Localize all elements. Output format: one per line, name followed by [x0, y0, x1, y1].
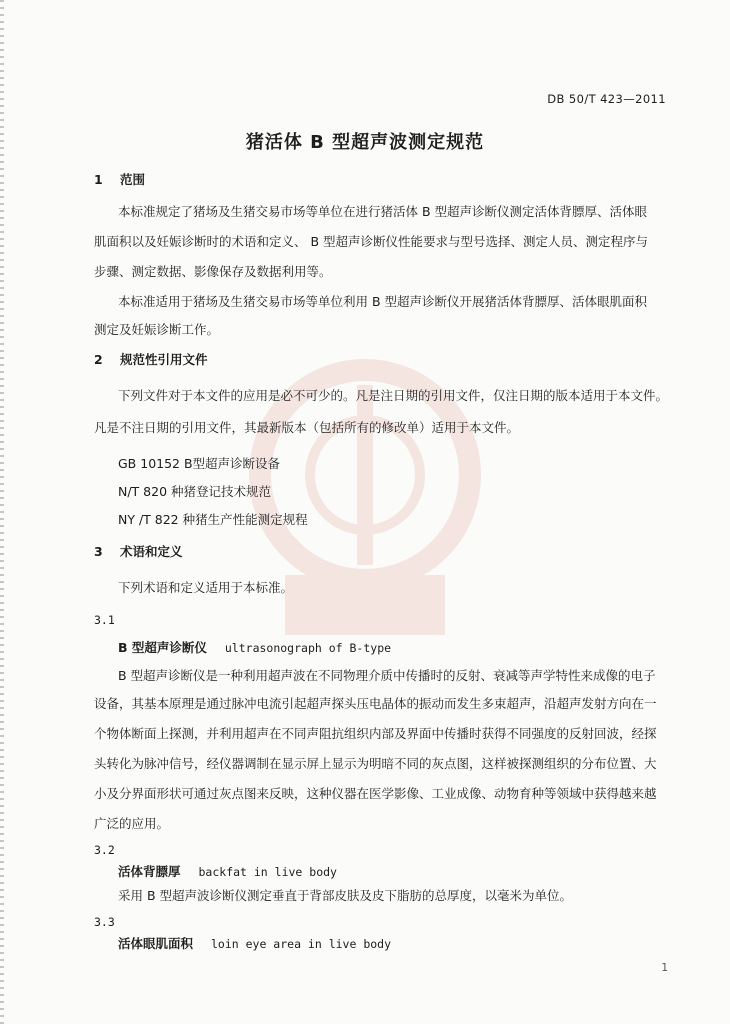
term-3-3-number: 3.3	[94, 915, 115, 929]
s1-p1-line-3: 步骤、测定数据、影像保存及数据利用等。	[94, 264, 332, 279]
term-3-1-en: ultrasonograph of B-type	[224, 641, 392, 655]
term-3-1-def-line-4: 头转化为脉冲信号，经仪器调制在显示屏上显示为明暗不同的灰点图，这样被探测组织的分布位置、大	[94, 756, 657, 771]
page-number: 1	[661, 962, 668, 974]
term-3-3-cn: 活体眼肌面积	[118, 936, 194, 951]
term-3-1-def-line-3: 个物体断面上探测，并利用超声在不同声阻抗组织内部及界面中传播时获得不同强度的反射回波，经探	[94, 726, 657, 741]
section-2-heading	[94, 352, 208, 368]
term-3-1-def-line-1: B 型超声诊断仪是一种利用超声波在不同物理介质中传播时的反射、衰减等声学特性来成像的电子	[118, 668, 656, 683]
s1-p1-line-2: 肌面积以及妊娠诊断时的术语和定义、 B 型超声诊断仪性能要求与型号选择、测定人员、测定程序与	[94, 234, 649, 249]
section-3-heading	[94, 544, 183, 560]
section-2-title: 规范性引用文件	[120, 352, 208, 367]
document-title: 猪活体 B 型超声波测定规范	[245, 132, 485, 153]
section-3-title: 术语和定义	[120, 544, 183, 559]
reference-1: GB 10152 B型超声诊断设备	[118, 456, 281, 471]
reference-3: NY /T 822 种猪生产性能测定规程	[118, 512, 308, 527]
section-3-number: 3	[94, 544, 103, 559]
s1-p1-line-1: 本标准规定了猪场及生猪交易市场等单位在进行猪活体 B 型超声诊断仪测定活体背膘厚、活体眼	[118, 204, 648, 219]
term-3-1-def-line-5: 小及分界面形状可通过灰点图来反映，这种仪器在医学影像、工业成像、动物育种等领域中获得越来越	[94, 786, 657, 801]
term-3-1-title	[118, 640, 391, 656]
term-3-2-title	[118, 864, 337, 880]
section-1-heading	[94, 172, 145, 188]
term-3-2-cn: 活体背膘厚	[118, 864, 181, 879]
term-3-1-number: 3.1	[94, 613, 115, 627]
term-3-1-cn: B 型超声诊断仪	[118, 640, 207, 655]
standard-number: DB 50/T 423—2011	[547, 92, 666, 106]
section-1-number: 1	[94, 172, 103, 187]
term-3-2-en: backfat in live body	[198, 865, 337, 879]
s2-p1-line-1: 下列文件对于本文件的应用是必不可少的。凡是注日期的引用文件，仅注日期的版本适用于本文件。	[118, 388, 669, 403]
section-1-title: 范围	[120, 172, 146, 187]
s2-p1-line-2: 凡是不注日期的引用文件，其最新版本（包括所有的修改单）适用于本文件。	[94, 420, 520, 435]
section-2-number: 2	[94, 352, 103, 367]
s1-p2-line-1: 本标准适用于猪场及生猪交易市场等单位利用 B 型超声诊断仪开展猪活体背膘厚、活体眼肌面积	[118, 294, 648, 309]
term-3-2-number: 3.2	[94, 843, 115, 857]
reference-2: N/T 820 种猪登记技术规范	[118, 484, 272, 499]
term-3-1-def-line-6: 广泛的应用。	[94, 816, 170, 831]
term-3-3-en: loin eye area in live body	[211, 937, 392, 951]
term-3-1-def-line-2: 设备，其基本原理是通过脉冲电流引起超声探头压电晶体的振动而发生多束超声，沿超声发射方向在一	[94, 696, 657, 711]
term-3-3-title	[118, 936, 391, 952]
term-3-2-def-line-1: 采用 B 型超声波诊断仪测定垂直于背部皮肤及皮下脂肪的总厚度，以毫米为单位。	[118, 888, 573, 903]
s3-intro: 下列术语和定义适用于本标准。	[118, 580, 294, 595]
s1-p2-line-2: 测定及妊娠诊断工作。	[94, 322, 220, 337]
